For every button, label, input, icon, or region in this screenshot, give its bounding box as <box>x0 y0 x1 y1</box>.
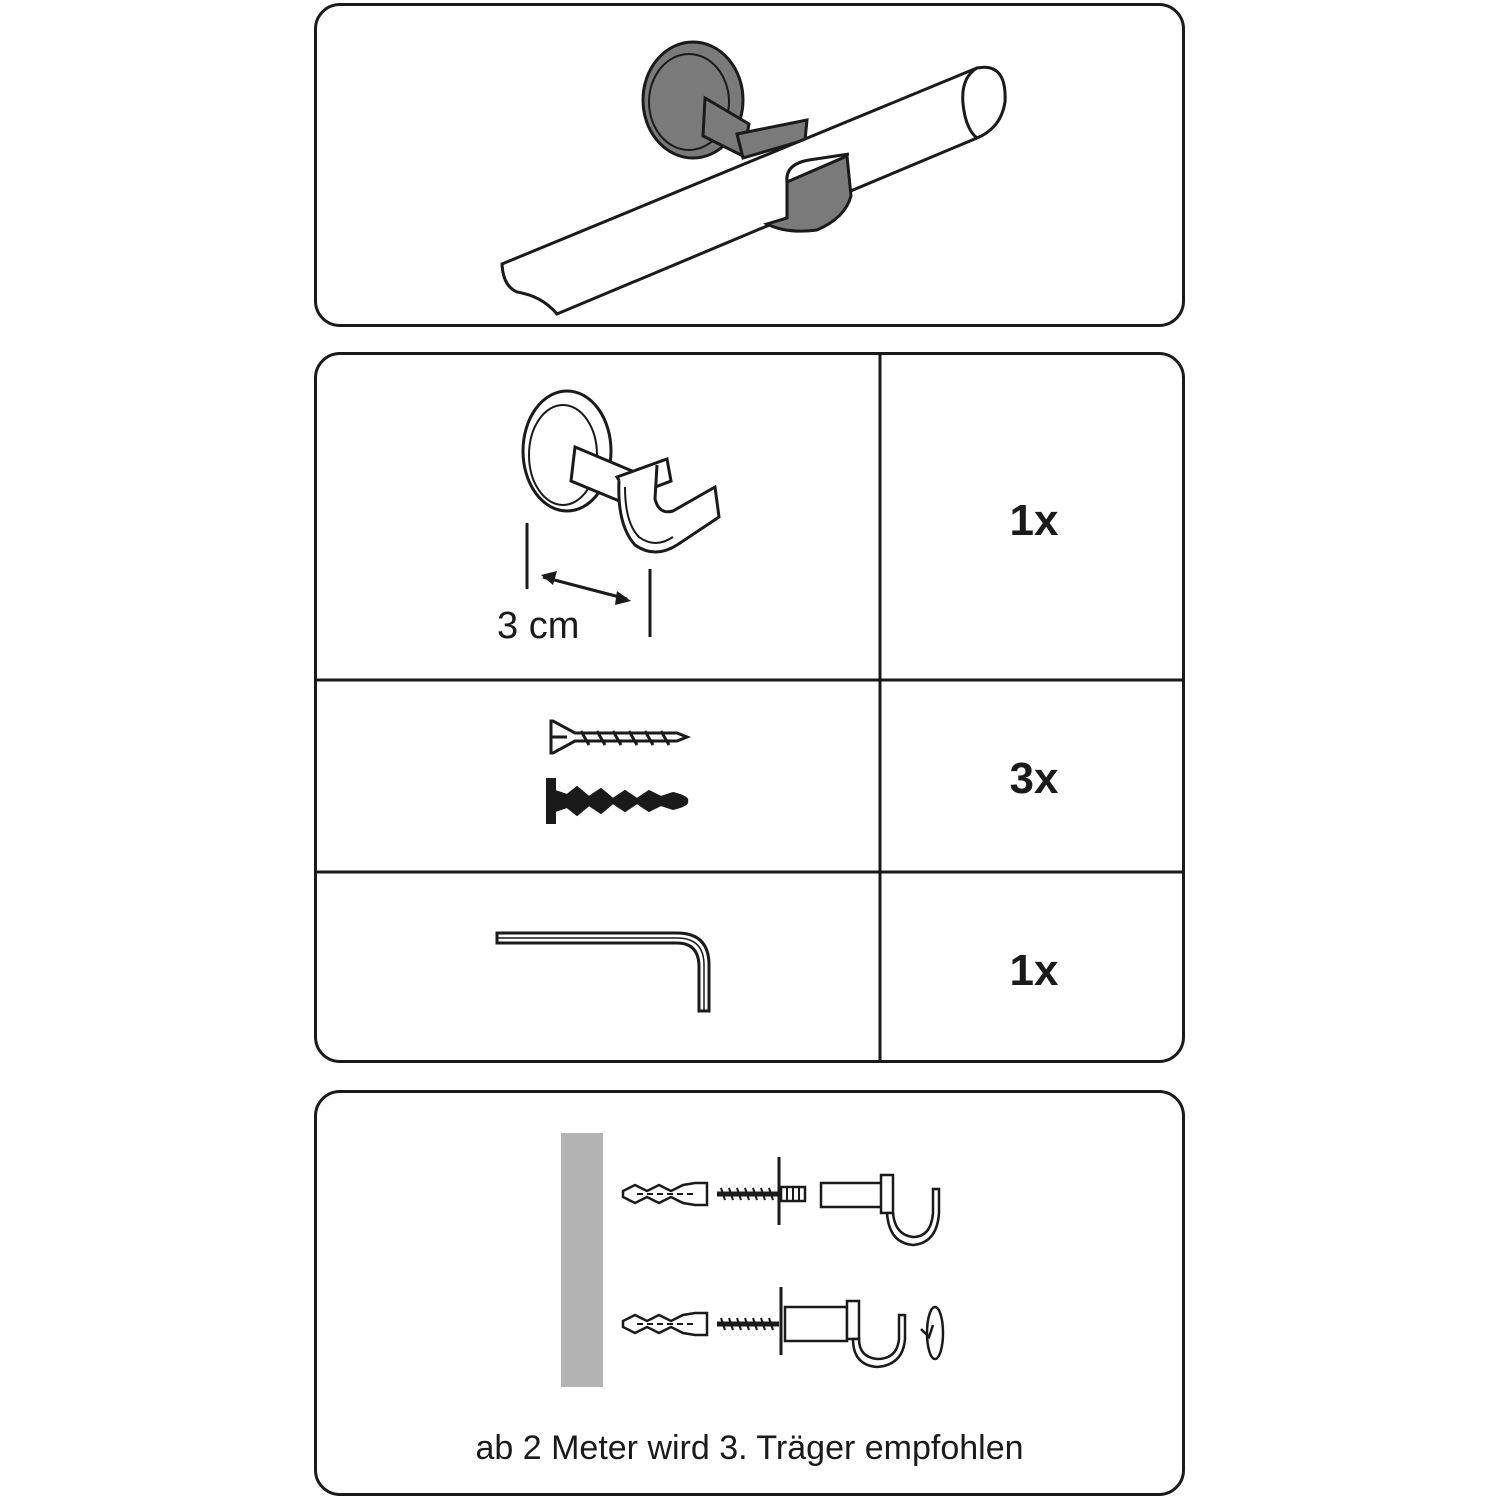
rotate-arrow-icon <box>921 1307 943 1359</box>
screw-icon <box>717 1287 781 1355</box>
wall-plug-icon <box>623 1313 707 1335</box>
bracket-hook-icon <box>785 1301 905 1367</box>
assembly-instructions-panel <box>314 1090 1185 1496</box>
product-illustration-panel <box>314 3 1185 327</box>
bracket-dimension-label: 3 cm <box>497 605 580 647</box>
assembly-note: ab 2 Meter wird 3. Träger empfohlen <box>475 1429 1024 1467</box>
curtain-rod-on-bracket-icon <box>317 6 1188 330</box>
screw-dowel-quantity: 3x <box>1009 754 1059 803</box>
bracket-quantity: 1x <box>1009 496 1059 545</box>
parts-list-panel <box>314 352 1185 1063</box>
hex-key-quantity: 1x <box>1009 946 1059 995</box>
